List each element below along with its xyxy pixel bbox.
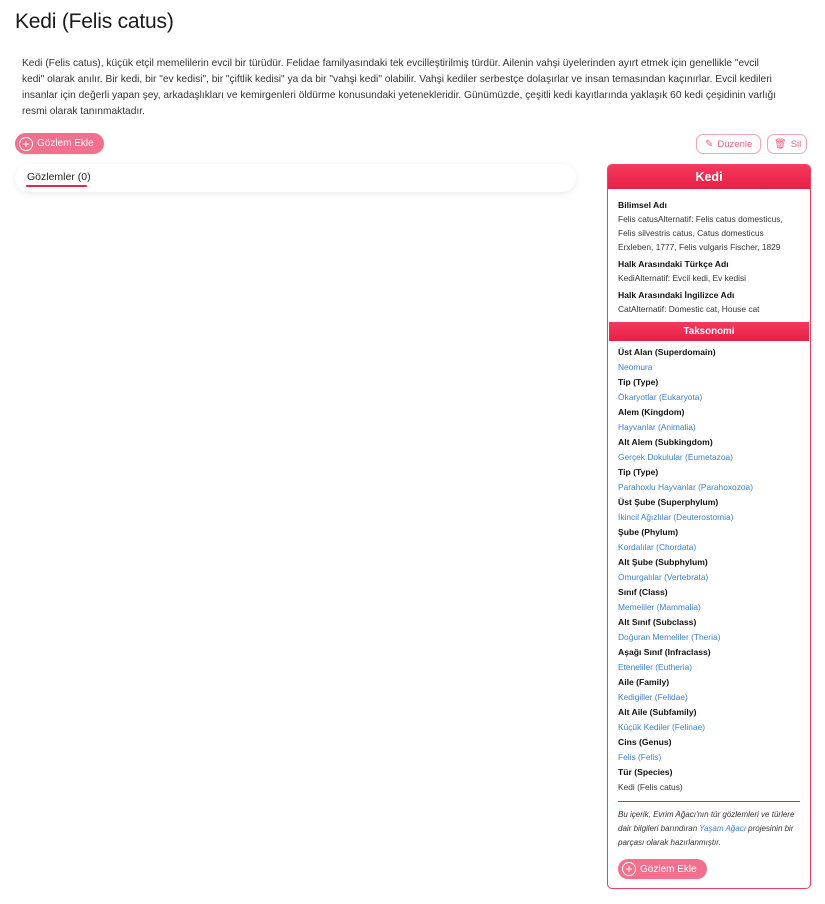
taxonomy-item — [618, 435, 800, 465]
english-name-value: CatAlternatif: Domestic cat, House cat — [618, 304, 760, 314]
turkish-name-label: Halk Arasındaki Türkçe Adı — [618, 259, 729, 269]
add-observation-button-sidebar[interactable] — [618, 859, 707, 879]
taxonomy-link[interactable]: Neomura — [618, 362, 653, 372]
taxonomy-item — [618, 735, 800, 765]
taxonomy-item — [618, 675, 800, 705]
taxonomy-link[interactable]: Parahoxlu Hayvanlar (Parahoxozoa) — [618, 482, 754, 492]
trash-icon: 🗑 — [774, 138, 787, 150]
taxonomy-rank: Alt Aile (Subfamily) — [618, 707, 697, 717]
taxonomy-rank: Cins (Genus) — [618, 737, 672, 747]
taxonomy-item — [618, 495, 800, 525]
add-observation-label: Gözlem Ekle — [640, 863, 697, 875]
taxonomy-rank: Aile (Family) — [618, 677, 670, 687]
taxonomy-item — [618, 705, 800, 735]
turkish-name-value: KediAlternatif: Evcil kedi, Ev kedisi — [618, 273, 747, 283]
taxonomy-link[interactable]: Hayvanlar (Animalia) — [618, 422, 696, 432]
plus-circle-icon: + — [19, 137, 33, 151]
plus-circle-icon: + — [622, 862, 636, 876]
taxonomy-item — [618, 465, 800, 495]
active-tab-indicator — [26, 185, 87, 187]
taxonomy-link[interactable]: Ökaryotlar (Eukaryota) — [618, 392, 703, 402]
taxonomy-link[interactable]: Kordalılar (Chordata) — [618, 542, 697, 552]
edit-icon: ✎ — [705, 138, 714, 150]
taxonomy-rank: Üst Alan (Superdomain) — [618, 347, 716, 357]
delete-button[interactable] — [767, 134, 807, 154]
source-note-text-end: projesinin bir parçası olarak hazırlanmıştır. — [618, 824, 794, 847]
scientific-name-value: Felis catusAlternatif: Felis catus domesticus, Felis silvestris catus, Catus domesticus Erxleben, 1777, Felis vulgaris Fischer, 1829 — [618, 214, 783, 252]
edit-label: Düzenle — [717, 138, 753, 150]
scientific-name-label: Bilimsel Adı — [618, 200, 667, 210]
taxonomy-link[interactable]: Doğuran Memeliler (Theria) — [618, 632, 721, 642]
taxonomy-rank: Üst Şube (Superphylum) — [618, 497, 719, 507]
taxonomy-rank: Şube (Phylum) — [618, 527, 679, 537]
taxonomy-rank: Tip (Type) — [618, 467, 659, 477]
taxonomy-link[interactable]: Omurgalılar (Vertebrata) — [618, 572, 709, 582]
english-name-label: Halk Arasındaki İngilizce Adı — [618, 290, 735, 300]
edit-button[interactable] — [696, 134, 761, 154]
page-title: Kedi (Felis catus) — [15, 10, 174, 33]
taxonomy-item — [618, 555, 800, 585]
taxonomy-header: Taksonomi — [609, 322, 809, 341]
species-infobox — [607, 164, 811, 889]
taxonomy-link[interactable]: Kedigiller (Felidae) — [618, 692, 688, 702]
yasam-agaci-link[interactable]: Yaşam Ağacı — [699, 824, 746, 833]
taxonomy-rank: Sınıf (Class) — [618, 587, 668, 597]
taxonomy-list — [608, 341, 810, 795]
taxonomy-link[interactable]: Eteneliler (Eutheria) — [618, 662, 693, 672]
observations-panel — [15, 164, 576, 192]
tab-observations[interactable]: Gözlemler (0) — [27, 171, 91, 183]
taxonomy-item — [618, 375, 800, 405]
taxonomy-rank: Alt Alem (Subkingdom) — [618, 437, 713, 447]
taxonomy-link[interactable]: Gerçek Dokulular (Eumetazoa) — [618, 452, 733, 462]
source-note — [608, 802, 810, 850]
taxonomy-rank: Alt Sınıf (Subclass) — [618, 617, 697, 627]
taxonomy-item — [618, 615, 800, 645]
taxonomy-item — [618, 765, 800, 795]
taxonomy-rank: Alem (Kingdom) — [618, 407, 685, 417]
taxonomy-value: Kedi (Felis catus) — [618, 782, 683, 792]
taxonomy-link[interactable]: Felis (Felis) — [618, 752, 662, 762]
add-observation-button[interactable] — [15, 133, 104, 154]
add-observation-label: Gözlem Ekle — [37, 138, 94, 149]
taxonomy-rank: Tür (Species) — [618, 767, 673, 777]
source-note-text: Bu içerik, Evrim Ağacı'nın tür gözlemleri ve türlere dair bilgileri barındıran — [618, 810, 795, 833]
taxonomy-rank: Tip (Type) — [618, 377, 659, 387]
taxonomy-item — [618, 525, 800, 555]
delete-label: Sil — [790, 138, 802, 150]
infobox-title: Kedi — [608, 165, 810, 189]
taxonomy-link[interactable]: Küçük Kediler (Felinae) — [618, 722, 706, 732]
taxonomy-link[interactable]: İkincil Ağızlılar (Deuterostomia) — [618, 512, 734, 522]
taxonomy-item — [618, 645, 800, 675]
taxonomy-item — [618, 405, 800, 435]
taxonomy-rank: Aşağı Sınıf (Infraclass) — [618, 647, 711, 657]
taxonomy-link[interactable]: Memeliler (Mammalia) — [618, 602, 701, 612]
species-description: Kedi (Felis catus), küçük etçil memelilerin evcil bir türüdür. Felidae familyasındaki tek evcilleştirilmiş türdür. Ailenin vahşi üyelerinden ayırt etmek için genellikle "evcil kedi" olarak anılır. Bir kedi, bir "ev kedisi", bir "çiftlik kedisi" ya da bir "vahşi kedi" olabilir. Vahşi kediler serbestçe dolaşırlar ve insan temasından kaçınırlar. Evcil kedileri insanlar için değerli yapan şey, arkadaşlıkları ve kemirgenleri öldürme konusundaki yetenekleridir. Günümüzde, çeşitli kedi kayıtlarında yaklaşık 60 kedi çeşidinin varlığı resmi olarak tanınmaktadır. — [22, 58, 777, 117]
taxonomy-rank: Alt Şube (Subphylum) — [618, 557, 708, 567]
taxonomy-item — [618, 585, 800, 615]
taxonomy-item — [618, 345, 800, 375]
